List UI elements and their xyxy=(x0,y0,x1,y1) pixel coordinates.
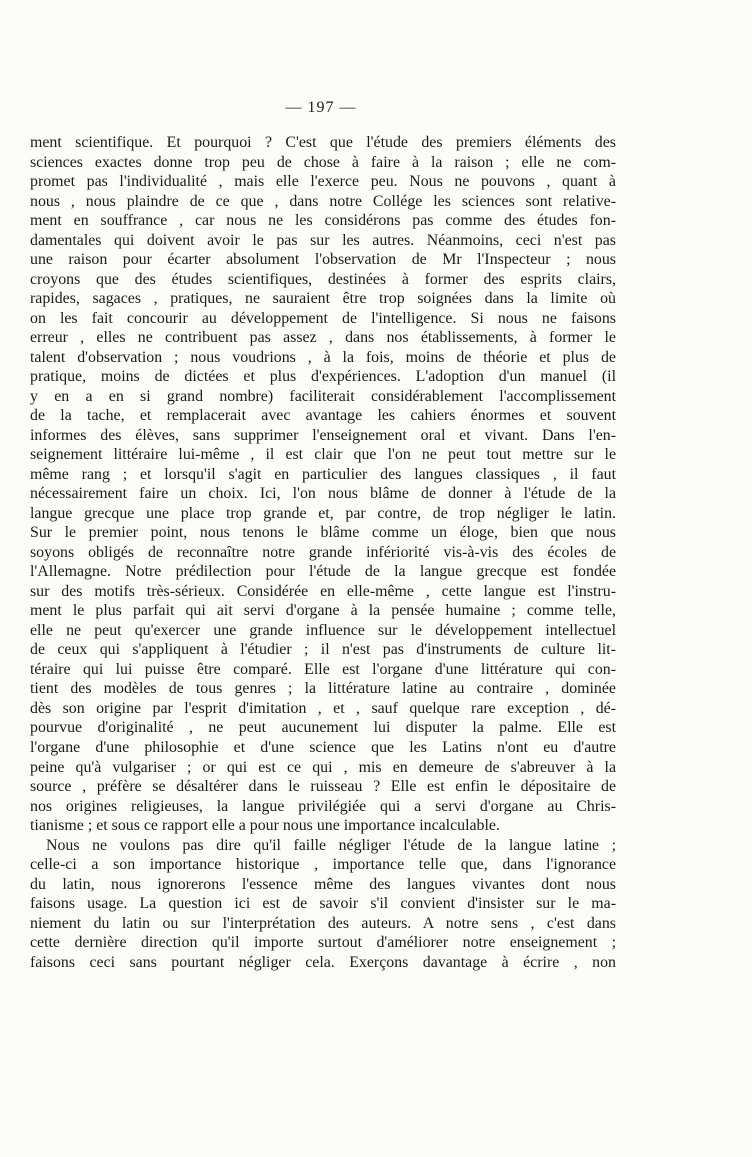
text-line: niement du latin ou sur l'interprétation des auteurs. A notre sens , c'est dans xyxy=(30,914,616,932)
text-line: téraire qui lui puisse être comparé. Elle est l'organe d'une littérature qui con- xyxy=(30,660,616,678)
text-line: Nous ne voulons pas dire qu'il faille négliger l'étude de la langue latine ; xyxy=(46,836,616,854)
text-line: tianisme ; et sous ce rapport elle a pour nous une importance incalculable. xyxy=(30,817,500,835)
text-line: sur des motifs très-sérieux. Considérée en elle-même , cette langue est l'instru- xyxy=(30,582,616,600)
text-line: de ceux qui s'appliquent à l'étudier ; il n'est pas d'instruments de culture lit- xyxy=(30,641,616,659)
text-line: pourvue d'originalité , ne peut aucunement lui disputer la palme. Elle est xyxy=(30,719,616,737)
paragraph xyxy=(30,836,616,973)
text-line: dès son origine par l'esprit d'imitation , et , sauf quelque rare exception , dé- xyxy=(30,699,616,717)
text-line: Sur le premier point, nous tenons le blâme comme un éloge, bien que nous xyxy=(30,524,616,542)
text-line: tient des modèles de tous genres ; la littérature latine au contraire , dominée xyxy=(30,680,616,698)
text-line: y en a en si grand nombre) faciliterait considérablement l'accomplissement xyxy=(30,387,616,405)
text-line: faisons usage. La question ici est de savoir s'il convient d'insister sur le ma- xyxy=(30,895,616,913)
page-number: — 197 — xyxy=(285,99,357,116)
text-line: du latin, nous ignorerons l'essence même des langues vivantes dont nous xyxy=(30,875,616,893)
text-line: ment en souffrance , car nous ne les considérons pas comme des études fon- xyxy=(30,212,616,230)
text-line: sciences exactes donne trop peu de chose à faire à la raison ; elle ne com- xyxy=(30,153,616,171)
text-line: l'Allemagne. Notre prédilection pour l'étude de la langue grecque est fondée xyxy=(30,563,616,581)
text-line: langue grecque une place trop grande et, par contre, de trop négliger le latin. xyxy=(30,504,616,522)
text-line: cette dernière direction qu'il importe surtout d'améliorer notre enseignement ; xyxy=(30,934,616,952)
text-line: croyons que des études scientifiques, destinées à former des esprits clairs, xyxy=(30,270,616,288)
text-line: source , préfère se désaltérer dans le ruisseau ? Elle est enfin le dépositaire de xyxy=(30,778,616,796)
text-line: rapides, sagaces , pratiques, ne sauraient être trop soignées dans la limite où xyxy=(30,290,616,308)
text-line: soyons obligés de reconnaître notre grande infériorité vis-à-vis des écoles de xyxy=(30,543,616,561)
text-line: l'organe d'une philosophie et d'une science que les Latins n'ont eu d'autre xyxy=(30,738,616,756)
text-line: pratique, moins de dictées et plus d'expériences. L'adoption d'un manuel (il xyxy=(30,368,616,386)
text-line: ment scientifique. Et pourquoi ? C'est que l'étude des premiers éléments des xyxy=(30,134,616,151)
text-line: informes des élèves, sans supprimer l'enseignement oral et vivant. Dans l'en- xyxy=(30,426,616,444)
body-text xyxy=(30,133,616,972)
text-line: seignement littéraire lui-même , il est clair que l'on ne peut tout mettre sur le xyxy=(30,446,616,464)
text-line: faisons ceci sans pourtant négliger cela. Exerçons davantage à écrire , non xyxy=(30,953,616,971)
text-line: promet pas l'individualité , mais elle l'exerce peu. Nous ne pouvons , quant à xyxy=(30,173,616,191)
text-line: on les fait concourir au développement de l'intelligence. Si nous ne faisons xyxy=(30,309,616,327)
text-line: erreur , elles ne contribuent pas assez , dans nos établissements, à former le xyxy=(30,329,616,347)
text-line: elle ne peut qu'exercer une grande influence sur le développement intellectuel xyxy=(30,621,616,639)
text-line: une raison pour écarter absolument l'observation de Mr l'Inspecteur ; nous xyxy=(30,251,616,269)
text-line: nécessairement faire un choix. Ici, l'on nous blâme de donner à l'étude de la xyxy=(30,485,616,503)
paragraph xyxy=(30,133,616,836)
text-line: ment le plus parfait qui ait servi d'organe à la pensée humaine ; comme telle, xyxy=(30,602,616,620)
text-line: damentales qui doivent avoir le pas sur les autres. Néanmoins, ceci n'est pas xyxy=(30,231,616,249)
text-line: peine qu'à vulgariser ; or qui est ce qui , mis en demeure de s'abreuver à la xyxy=(30,758,616,776)
text-line: talent d'observation ; nous voudrions , à la fois, moins de théorie et plus de xyxy=(30,348,616,366)
text-line: celle-ci a son importance historique , importance telle que, dans l'ignorance xyxy=(30,856,616,874)
text-line: nos origines religieuses, la langue privilégiée qui a servi d'organe au Chris- xyxy=(30,797,616,815)
text-line: nous , nous plaindre de ce que , dans notre Collége les sciences sont relative- xyxy=(30,192,616,210)
text-line: de la tache, et remplacerait avec avantage les cahiers énormes et souvent xyxy=(30,407,616,425)
text-line: même rang ; et lorsqu'il s'agit en particulier des langues classiques , il faut xyxy=(30,465,616,483)
